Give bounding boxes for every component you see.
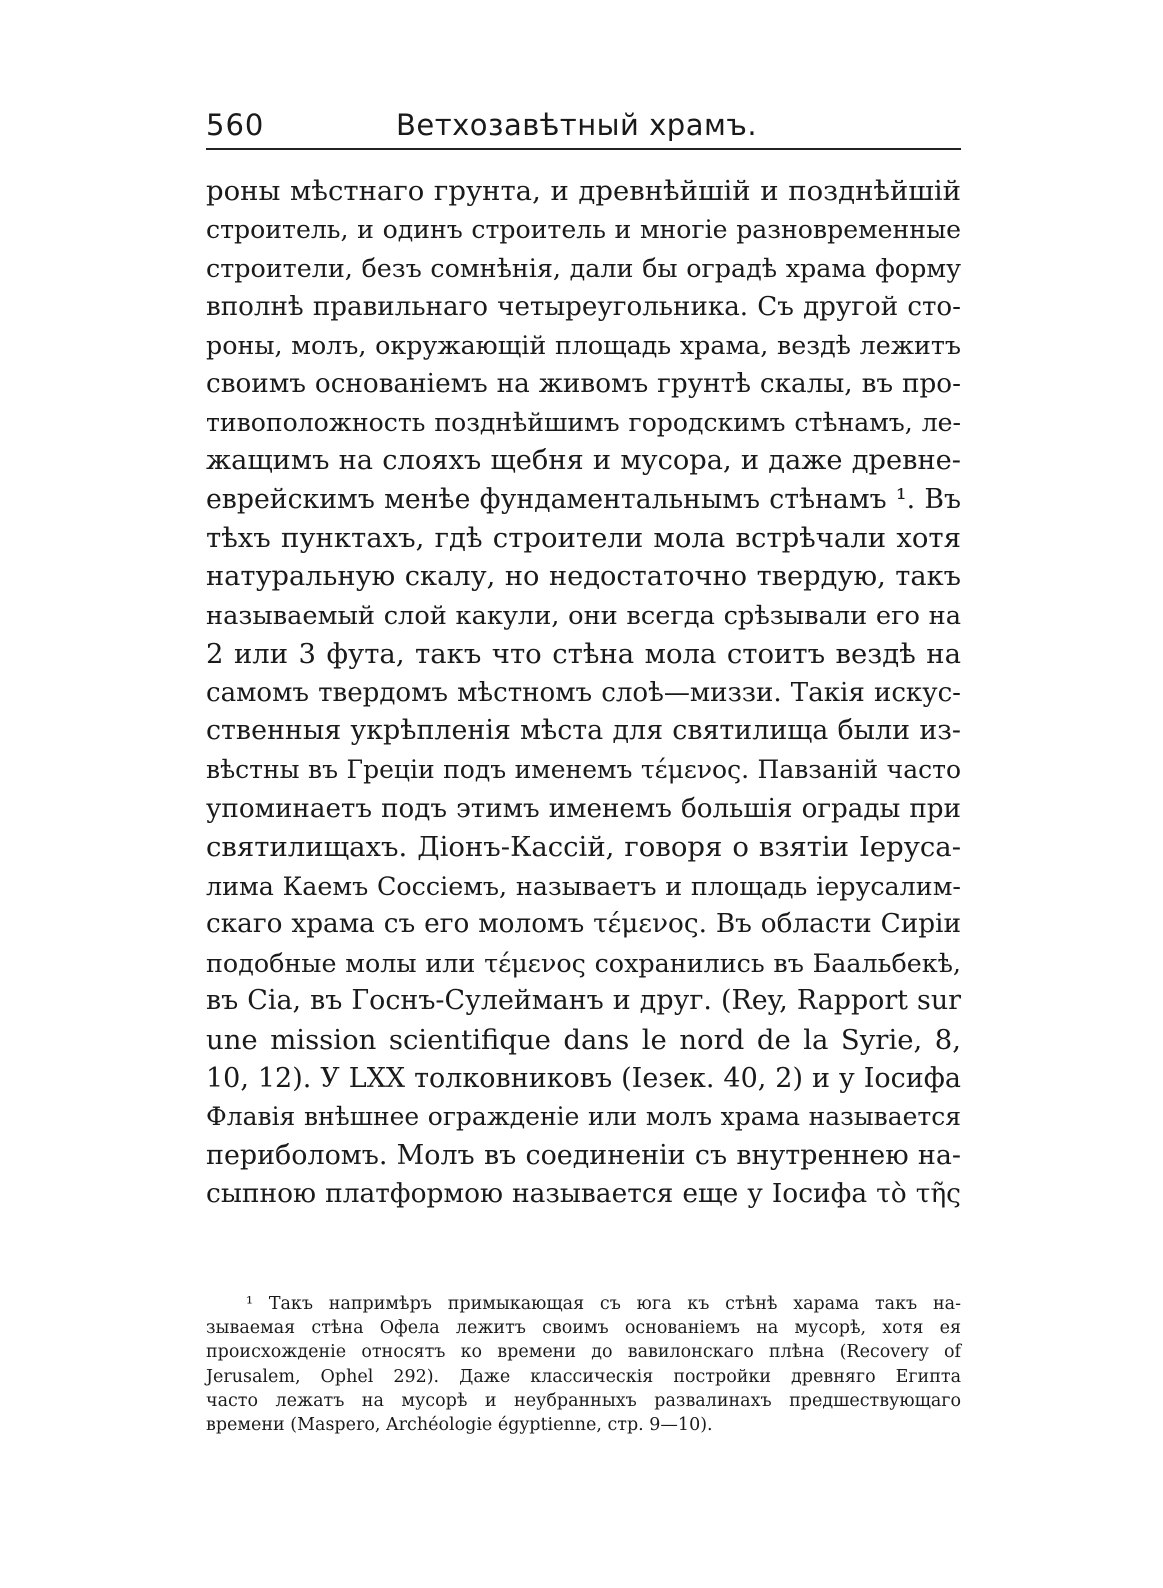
footnote-line: Jerusalem, Ophel 292). Даже классическія постройки древняго Египта: [206, 1366, 961, 1387]
text-line: натуральную скалу, но недостаточно твердую, такъ: [206, 560, 961, 592]
text-line: Флавія внѣшнее огражденіе или молъ храма называется: [206, 1102, 961, 1132]
text-line: периболомъ. Молъ въ соединеніи съ внутреннею на-: [206, 1139, 961, 1171]
text-line: вѣстны въ Греціи подъ именемъ τέμενος. Павзаній часто: [206, 754, 961, 784]
text-line: упоминаетъ подъ этимъ именемъ большія ограды при: [206, 793, 961, 824]
text-line: называемый слой какули, они всегда срѣзывали его на: [206, 600, 961, 631]
body-text: [206, 172, 961, 1214]
text-line: роны, молъ, окружающій площадь храма, вездѣ лежитъ: [206, 330, 961, 361]
text-line: святилищахъ. Діонъ-Кассій, говоря о взятіи Іеруса-: [206, 831, 961, 864]
header-rule: [206, 148, 961, 150]
footnote-line: ¹ Такъ напримѣръ примыкающая съ юга къ стѣнѣ харама такъ на-: [246, 1294, 961, 1314]
text-line: строитель, и одинъ строитель и многіе разновременные: [206, 214, 961, 244]
text-line: роны мѣстнаго грунта, и древнѣйшій и позднѣйшій: [206, 175, 961, 207]
footnote-line: часто лежатъ на мусорѣ и неубранныхъ развалинахъ предшествующаго: [206, 1390, 961, 1411]
text-line: еврейскимъ менѣе фундаментальнымъ стѣнамъ ¹. Въ: [206, 483, 961, 515]
text-line: 10, 12). У LXX толковниковъ (Іезек. 40, 2) и у Іосифа: [206, 1062, 961, 1094]
text-line: жащимъ на слояхъ щебня и мусора, и даже древне-: [206, 445, 961, 477]
page-header: [206, 108, 961, 154]
footnote-line: времени (Maspero, Archéologie égyptienne, стр. 9—10).: [206, 1414, 713, 1435]
footnote-line: происхожденіе относятъ ко времени до вавилонскаго плѣна (Recovery of: [206, 1342, 961, 1363]
text-line: 2 или 3 фута, такъ что стѣна мола стоитъ вездѣ на: [206, 638, 961, 671]
text-line: лима Каемъ Соссіемъ, называетъ и площадь іерусалим-: [206, 870, 961, 901]
text-line: строители, безъ сомнѣнія, дали бы оградѣ храма форму: [206, 253, 961, 284]
text-line: тѣхъ пунктахъ, гдѣ строители мола встрѣчали хотя: [206, 522, 961, 555]
footnotes: [206, 1292, 961, 1437]
text-line: вполнѣ правильнаго четыреугольника. Съ другой сто-: [206, 291, 961, 322]
page-number: 560: [206, 108, 265, 142]
running-title: Ветхозавѣтный храмъ.: [396, 108, 758, 142]
text-line: ственныя укрѣпленія мѣста для святилища были из-: [206, 715, 961, 747]
text-line: скаго храма съ его моломъ τέμενος. Въ области Сиріи: [206, 909, 961, 940]
text-line: самомъ твердомъ мѣстномъ слоѣ—миззи. Такія искус-: [206, 677, 961, 708]
text-line: въ Сіа, въ Госнъ-Сулейманъ и друг. (Rey, Rapport sur: [206, 985, 961, 1017]
footnote-line: зываемая стѣна Офела лежитъ своимъ основаніемъ на мусорѣ, хотя ея: [206, 1318, 961, 1339]
text-line: une mission scientifique dans le nord de la Syrie, 8,: [206, 1024, 961, 1057]
text-line: сыпною платформою называется еще у Іосифа τὸ τῆς: [206, 1178, 961, 1210]
text-line: подобные молы или τέμενος сохранились въ Баальбекѣ,: [206, 947, 961, 978]
text-line: своимъ основаніемъ на живомъ грунтѣ скалы, въ про-: [206, 368, 961, 399]
text-line: тивоположность позднѣйшимъ городскимъ стѣнамъ, ле-: [206, 407, 961, 437]
